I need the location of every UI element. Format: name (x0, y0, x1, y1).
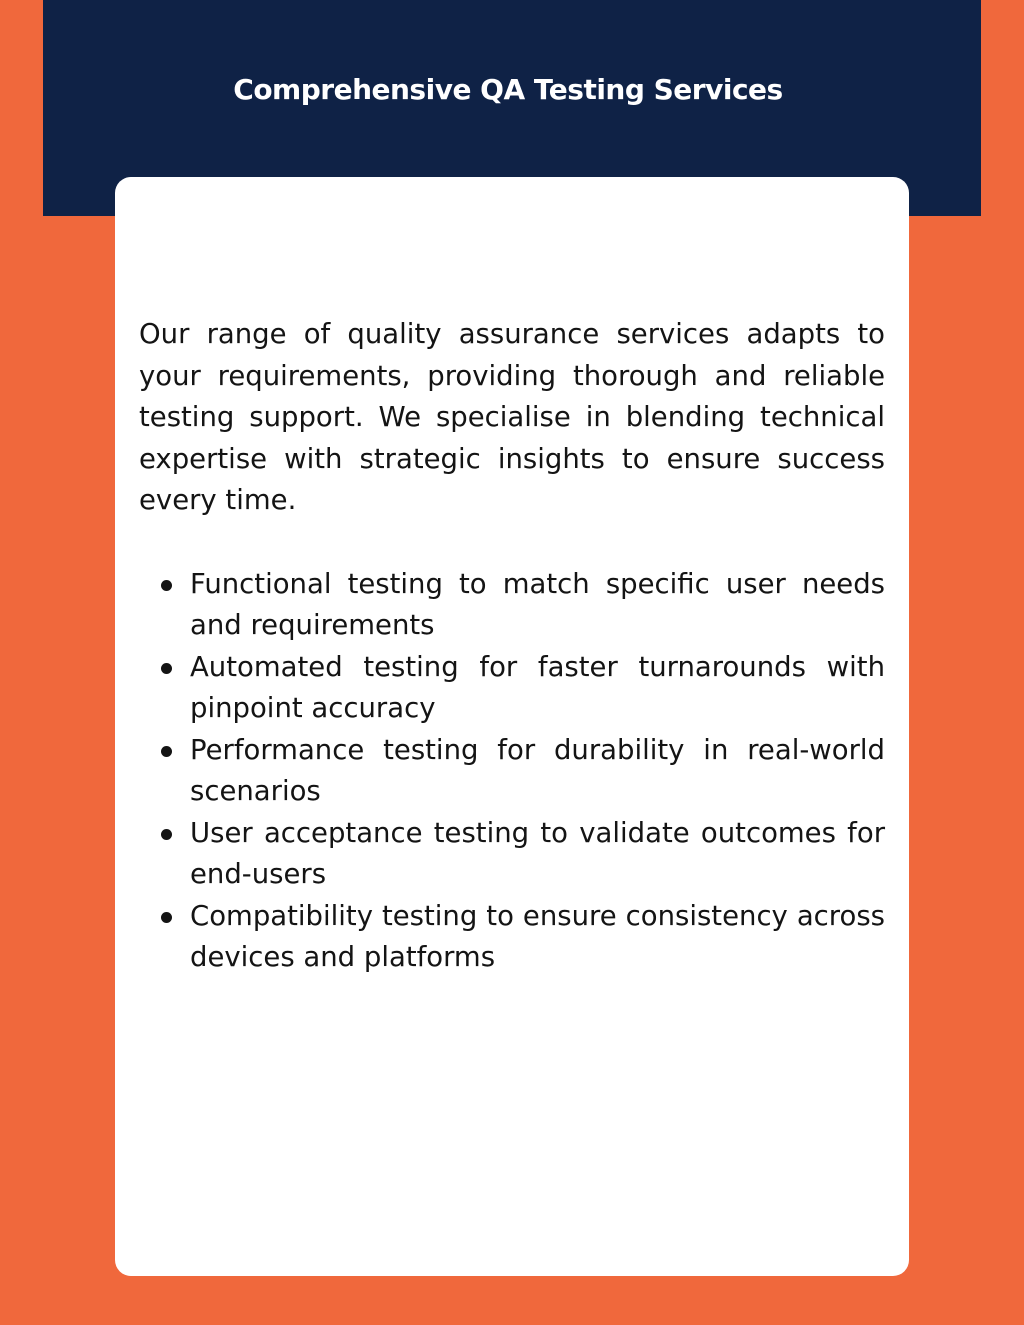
bullet-icon (161, 746, 172, 757)
feature-list (139, 564, 885, 979)
list-item-text: Functional testing to match specific user needs and requirements (190, 567, 885, 641)
list-item (139, 896, 885, 979)
list-item (139, 813, 885, 896)
content-card (115, 177, 909, 1276)
bullet-icon (161, 580, 172, 591)
bullet-icon (161, 829, 172, 840)
list-item-text: Automated testing for faster turnarounds with pinpoint accuracy (190, 650, 885, 724)
list-item-text: Performance testing for durability in real-world scenarios (190, 733, 885, 807)
list-item-text: Compatibility testing to ensure consistency across devices and platforms (190, 899, 885, 973)
list-item (139, 647, 885, 730)
list-item (139, 730, 885, 813)
page-title: Comprehensive QA Testing Services (233, 73, 783, 106)
card-content (139, 314, 885, 979)
list-item (139, 564, 885, 647)
list-item-text: User acceptance testing to validate outcomes for end-users (190, 816, 885, 890)
bullet-icon (161, 912, 172, 923)
bullet-icon (161, 663, 172, 674)
intro-paragraph: Our range of quality assurance services adapts to your requirements, providing thorough and reliable testing support. We specialise in blending technical expertise with strategic insights to ensure success every time. (139, 318, 885, 516)
